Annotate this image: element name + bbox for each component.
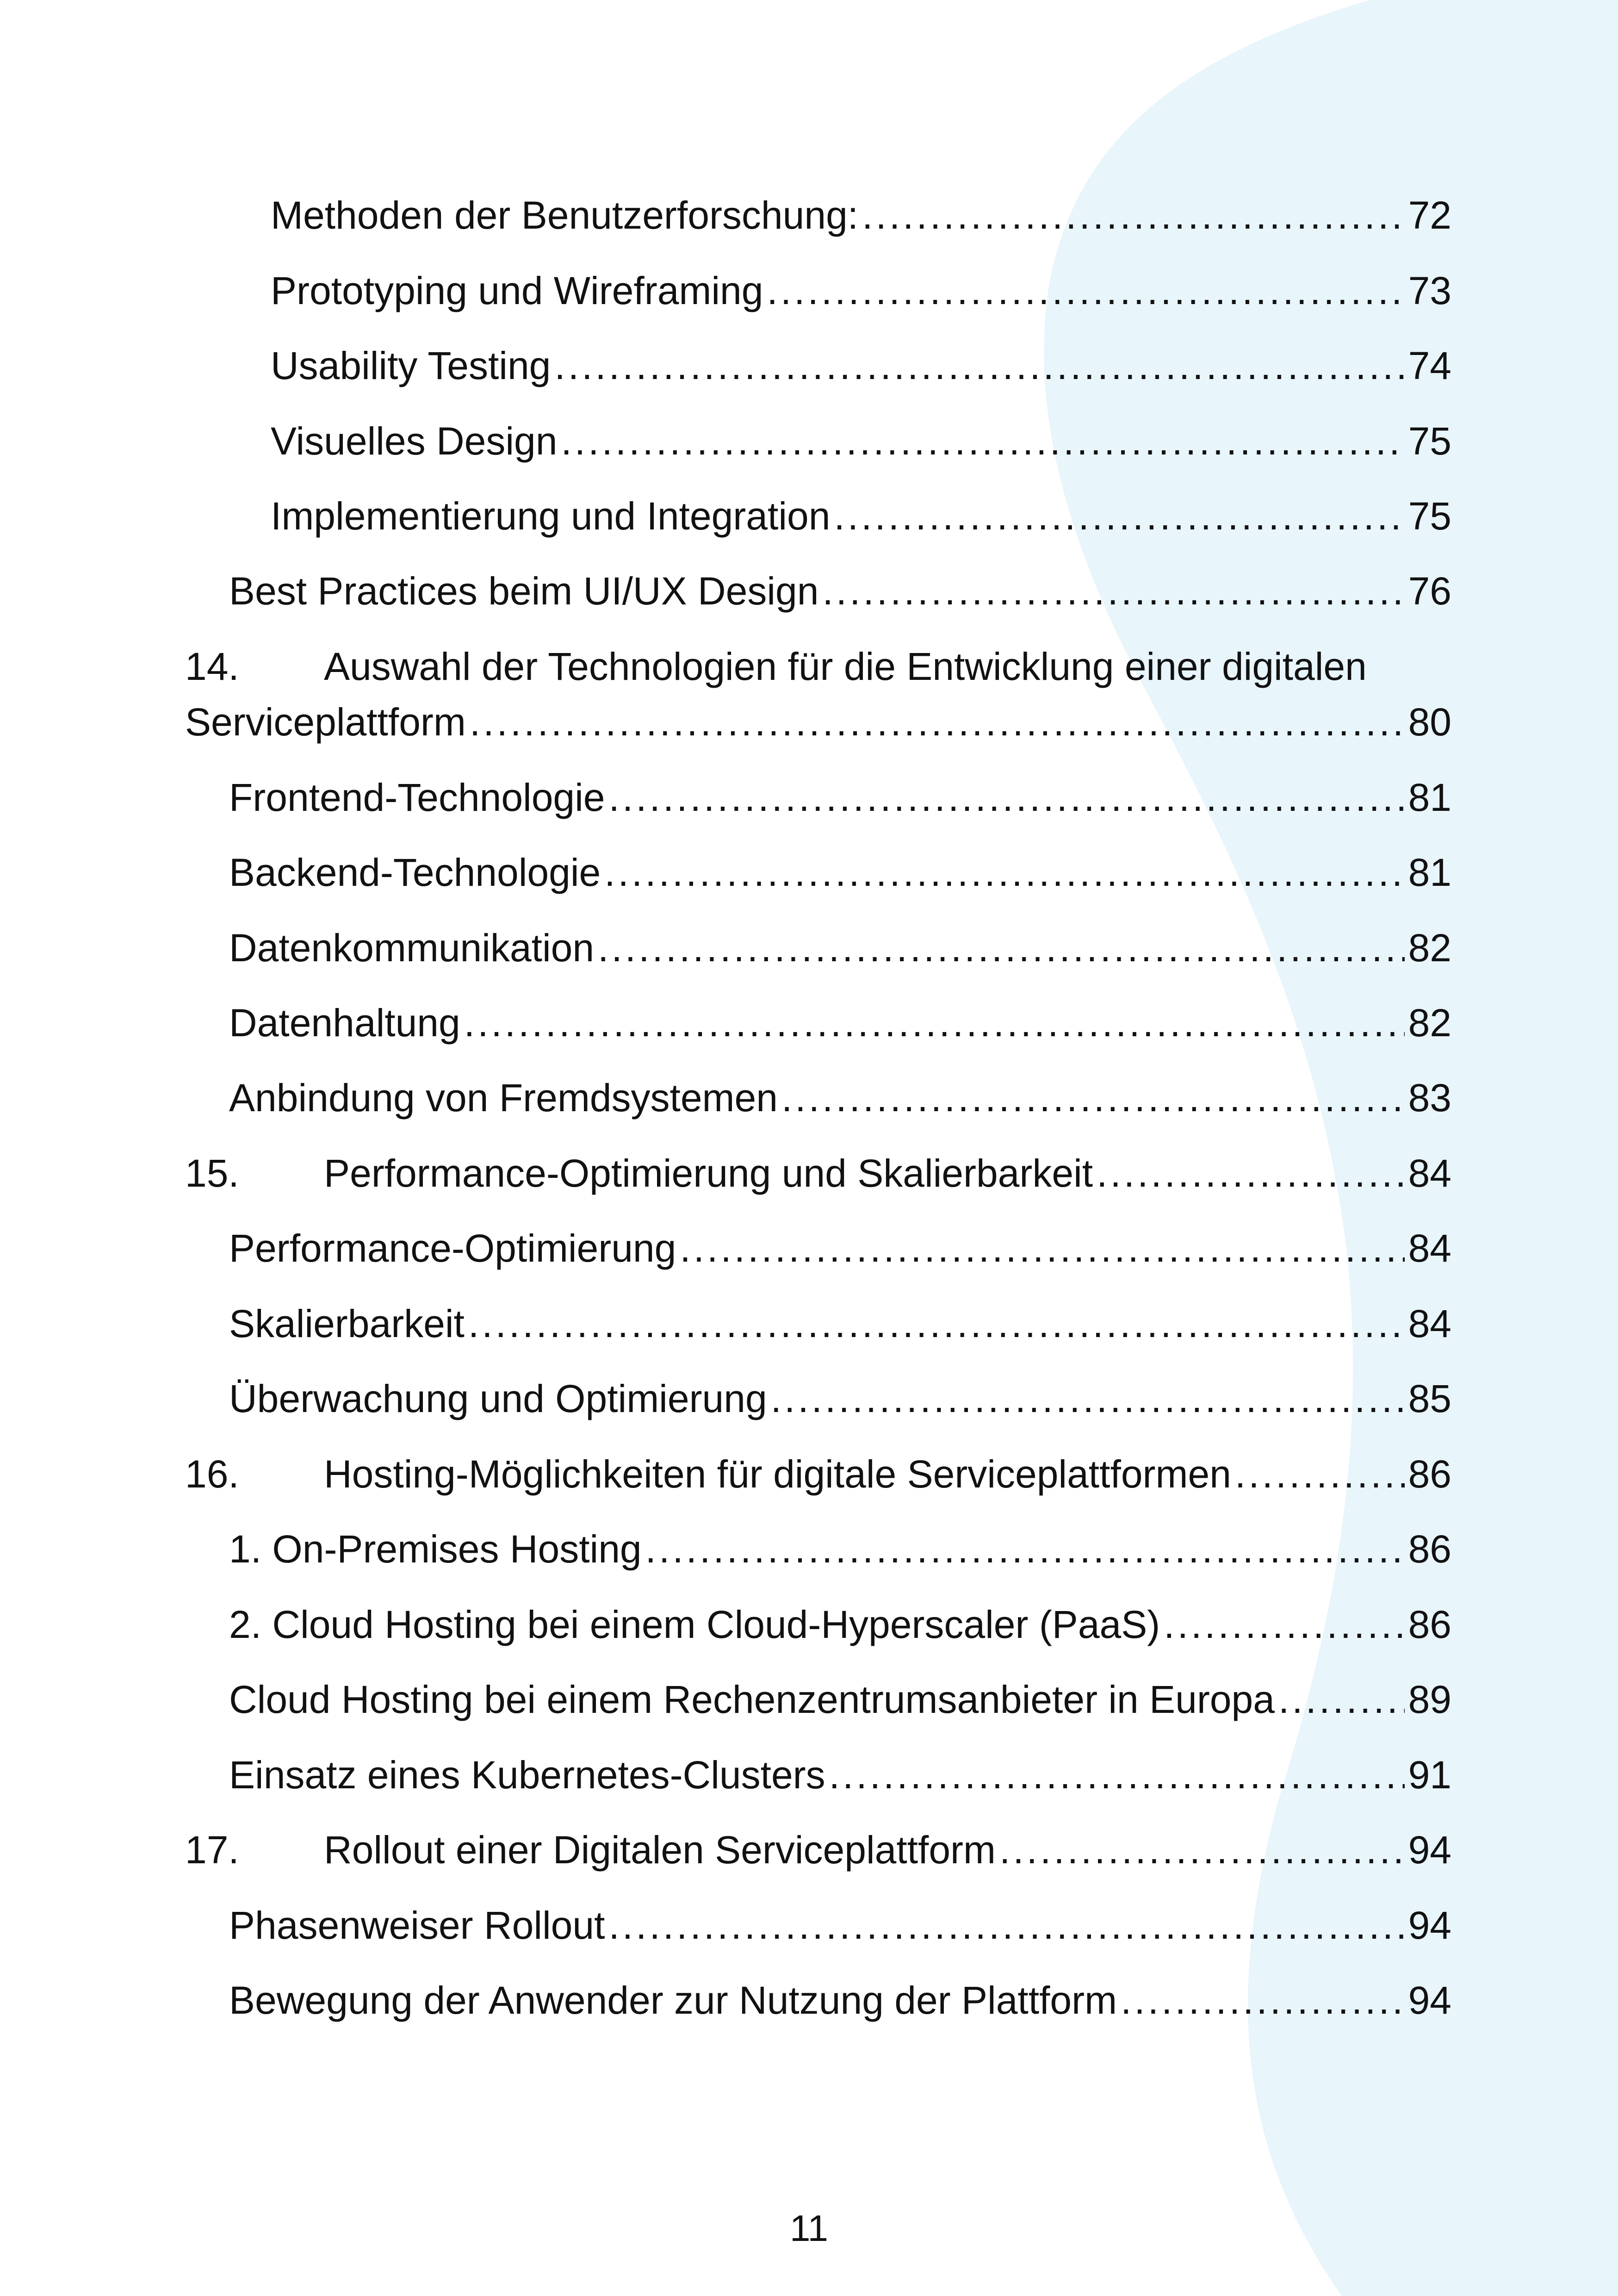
dot-leader	[470, 699, 1405, 745]
toc-entry-title: Backend-Technologie	[229, 851, 601, 894]
toc-entry-page: 84	[1408, 1302, 1451, 1345]
dot-leader	[608, 1902, 1404, 1948]
dot-leader	[781, 1075, 1405, 1121]
dot-leader	[561, 418, 1404, 464]
toc-entry[interactable]	[271, 192, 1451, 238]
toc-entry-title: 1. On-Premises Hosting	[229, 1527, 642, 1571]
toc-entry-title: Datenhaltung	[229, 1001, 460, 1045]
toc-entry-title: Phasenweiser Rollout	[229, 1904, 605, 1947]
toc-entry-title: 2. Cloud Hosting bei einem Cloud-Hyperscaler (PaaS)	[229, 1603, 1160, 1646]
toc-entry[interactable]	[229, 1752, 1451, 1798]
toc-entry[interactable]	[229, 925, 1451, 971]
dot-leader	[464, 1000, 1405, 1046]
toc-chapter-number: 17.	[185, 1828, 239, 1872]
toc-entry[interactable]	[271, 493, 1451, 539]
toc-chapter-number: 16.	[185, 1452, 239, 1496]
toc-entry-page: 83	[1408, 1076, 1451, 1120]
toc-entry-page: 86	[1408, 1452, 1451, 1496]
toc-entry-title: Implementierung und Integration	[271, 494, 831, 538]
toc-entry-title: Performance-Optimierung und Skalierbarkeit	[324, 1151, 1093, 1195]
toc-entry-page: 82	[1408, 926, 1451, 970]
dot-leader	[1278, 1676, 1405, 1723]
toc-entry-page: 81	[1408, 776, 1451, 819]
toc-chapter-number: 15.	[185, 1151, 239, 1195]
toc-entry-title: Methoden der Benutzerforschung:	[271, 193, 859, 237]
toc-entry-page: 94	[1408, 1904, 1451, 1947]
toc-entry-page: 74	[1408, 344, 1451, 387]
toc-chapter-title: Auswahl der Technologien für die Entwicklung einer digitalen	[324, 645, 1367, 688]
dot-leader	[862, 192, 1404, 238]
dot-leader	[829, 1752, 1405, 1798]
toc-entry-page: 85	[1408, 1377, 1451, 1420]
toc-entry[interactable]	[229, 1000, 1451, 1046]
toc-chapter-entry[interactable]	[185, 1451, 1451, 1497]
toc-entry[interactable]	[271, 342, 1451, 389]
toc-entry-title: Prototyping und Wireframing	[271, 269, 763, 312]
toc-entry[interactable]	[271, 268, 1451, 314]
toc-entry-page: 75	[1408, 494, 1451, 538]
toc-entry[interactable]	[229, 1526, 1451, 1572]
toc-entry-title: Best Practices beim UI/UX Design	[229, 569, 819, 613]
dot-leader	[822, 568, 1404, 614]
toc-entry-title: Datenkommunikation	[229, 926, 595, 970]
toc-entry-title: Frontend-Technologie	[229, 776, 605, 819]
dot-leader	[468, 1300, 1405, 1347]
toc-chapter-entry[interactable]	[185, 1150, 1451, 1196]
toc-entry-title: Überwachung und Optimierung	[229, 1377, 767, 1420]
dot-leader	[834, 493, 1404, 539]
toc-entry-page: 91	[1408, 1753, 1451, 1797]
toc-entry[interactable]	[229, 1300, 1451, 1347]
toc-entry[interactable]	[229, 1902, 1451, 1948]
toc-entry-title: Bewegung der Anwender zur Nutzung der Plattform	[229, 1979, 1117, 2022]
toc-entry[interactable]	[229, 1601, 1451, 1648]
toc-entry-page: 75	[1408, 419, 1451, 463]
dot-leader	[999, 1827, 1405, 1873]
toc-entry-title: Visuelles Design	[271, 419, 558, 463]
toc-entry[interactable]	[229, 774, 1451, 821]
toc-entry-title: Anbindung von Fremdsystemen	[229, 1076, 778, 1120]
dot-leader	[680, 1225, 1404, 1271]
toc-entry-page: 94	[1408, 1979, 1451, 2022]
toc-entry-title: Usability Testing	[271, 344, 551, 387]
toc-entry-page: 72	[1408, 193, 1451, 237]
dot-leader	[1121, 1977, 1404, 2023]
toc-chapter-entry[interactable]	[185, 1827, 1451, 1873]
dot-leader	[598, 925, 1405, 971]
dot-leader	[1097, 1150, 1404, 1196]
toc-entry-page: 84	[1408, 1226, 1451, 1270]
page-number: 11	[789, 2208, 829, 2249]
dot-leader	[554, 342, 1404, 389]
toc-entry-title: Skalierbarkeit	[229, 1302, 465, 1345]
toc-entry[interactable]	[229, 849, 1451, 896]
dot-leader	[767, 268, 1404, 314]
toc-entry-title: Serviceplattform	[185, 700, 466, 744]
toc-entry-page: 89	[1408, 1678, 1451, 1721]
toc-entry-page: 86	[1408, 1527, 1451, 1571]
toc-entry-page: 84	[1408, 1151, 1451, 1195]
dot-leader	[1164, 1601, 1404, 1648]
dot-leader	[771, 1375, 1405, 1422]
toc-entry-page: 86	[1408, 1603, 1451, 1646]
toc-entry[interactable]	[185, 699, 1451, 745]
toc-entry-title: Einsatz eines Kubernetes-Clusters	[229, 1753, 825, 1797]
toc-entry-page: 80	[1408, 700, 1451, 744]
toc-chapter-heading-line[interactable]	[185, 643, 1367, 690]
toc-chapter-number: 14.	[185, 645, 239, 688]
dot-leader	[645, 1526, 1405, 1572]
toc-entry[interactable]	[229, 1225, 1451, 1271]
toc-entry-page: 94	[1408, 1828, 1451, 1872]
toc-entry-title: Cloud Hosting bei einem Rechenzentrumsanbieter in Europa	[229, 1678, 1275, 1721]
toc-entry-page: 73	[1408, 269, 1451, 312]
toc-entry-page: 82	[1408, 1001, 1451, 1045]
dot-leader	[1235, 1451, 1405, 1497]
toc-entry[interactable]	[271, 418, 1451, 464]
toc-entry-title: Performance-Optimierung	[229, 1226, 676, 1270]
toc-entry[interactable]	[229, 1375, 1451, 1422]
toc-entry-page: 81	[1408, 851, 1451, 894]
dot-leader	[604, 849, 1404, 896]
toc-entry[interactable]	[229, 568, 1451, 614]
toc-entry-page: 76	[1408, 569, 1451, 613]
toc-entry-title: Hosting-Möglichkeiten für digitale Serviceplattformen	[324, 1452, 1231, 1496]
toc-entry[interactable]	[229, 1075, 1451, 1121]
toc-entry[interactable]	[229, 1676, 1451, 1723]
dot-leader	[609, 774, 1405, 821]
toc-entry[interactable]	[229, 1977, 1451, 2023]
toc-entry-title: Rollout einer Digitalen Serviceplattform	[324, 1828, 996, 1872]
